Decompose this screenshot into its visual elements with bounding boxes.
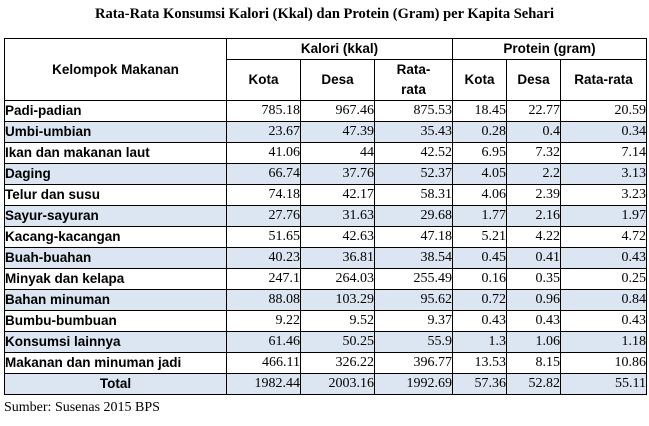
cell-p-desa: 2.16	[507, 206, 561, 227]
cell-k-rata: 396.77	[375, 353, 453, 374]
cell-p-kota: 0.16	[453, 269, 507, 290]
cell-p-rata: 0.43	[561, 311, 647, 332]
cell-k-kota: 41.06	[227, 143, 301, 164]
cell-k-kota: 785.18	[227, 101, 301, 122]
cell-p-kota: 4.06	[453, 185, 507, 206]
cell-p-rata: 0.25	[561, 269, 647, 290]
cell-p-kota: 57.36	[453, 374, 507, 395]
cell-k-kota: 23.67	[227, 122, 301, 143]
cell-k-desa: 50.25	[301, 332, 375, 353]
row-label: Minyak dan kelapa	[5, 269, 227, 290]
cell-p-desa: 22.77	[507, 101, 561, 122]
table-row	[5, 206, 647, 227]
header-protein-kota: Kota	[453, 60, 507, 101]
cell-p-desa: 2.2	[507, 164, 561, 185]
cell-p-rata: 3.13	[561, 164, 647, 185]
cell-p-kota: 0.72	[453, 290, 507, 311]
cell-p-desa: 0.41	[507, 248, 561, 269]
header-kalori: Kalori (kkal)	[227, 39, 453, 60]
cell-k-desa: 31.63	[301, 206, 375, 227]
cell-k-rata: 58.31	[375, 185, 453, 206]
cell-k-desa: 9.52	[301, 311, 375, 332]
row-label: Umbi-umbian	[5, 122, 227, 143]
cell-p-desa: 2.39	[507, 185, 561, 206]
header-kalori-rata-rata	[375, 60, 453, 101]
cell-k-rata: 29.68	[375, 206, 453, 227]
cell-k-kota: 61.46	[227, 332, 301, 353]
header-protein: Protein (gram)	[453, 39, 647, 60]
consumption-table	[4, 38, 647, 395]
table-title: Rata-Rata Konsumsi Kalori (Kkal) dan Protein (Gram) per Kapita Sehari	[94, 6, 555, 22]
cell-k-desa: 264.03	[301, 269, 375, 290]
cell-p-desa: 7.32	[507, 143, 561, 164]
cell-k-desa: 44	[301, 143, 375, 164]
table-row	[5, 290, 647, 311]
cell-p-desa: 8.15	[507, 353, 561, 374]
cell-p-desa: 4.22	[507, 227, 561, 248]
header-protein-desa: Desa	[507, 60, 561, 101]
cell-p-kota: 1.3	[453, 332, 507, 353]
table-row	[5, 185, 647, 206]
cell-p-desa: 1.06	[507, 332, 561, 353]
cell-p-rata: 4.72	[561, 227, 647, 248]
cell-k-desa: 37.76	[301, 164, 375, 185]
row-label: Bumbu-bumbuan	[5, 311, 227, 332]
cell-p-desa: 0.4	[507, 122, 561, 143]
cell-k-desa: 42.17	[301, 185, 375, 206]
table-row	[5, 311, 647, 332]
table-row	[5, 227, 647, 248]
table-row	[5, 101, 647, 122]
cell-p-kota: 1.77	[453, 206, 507, 227]
cell-p-kota: 5.21	[453, 227, 507, 248]
cell-k-desa: 967.46	[301, 101, 375, 122]
row-label: Konsumsi lainnya	[5, 332, 227, 353]
table-row	[5, 332, 647, 353]
cell-k-rata: 875.53	[375, 101, 453, 122]
cell-k-rata: 9.37	[375, 311, 453, 332]
cell-p-kota: 6.95	[453, 143, 507, 164]
cell-p-kota: 13.53	[453, 353, 507, 374]
cell-k-rata: 255.49	[375, 269, 453, 290]
cell-p-kota: 18.45	[453, 101, 507, 122]
cell-k-rata: 47.18	[375, 227, 453, 248]
cell-k-rata: 35.43	[375, 122, 453, 143]
row-label: Bahan minuman	[5, 290, 227, 311]
cell-p-rata: 10.86	[561, 353, 647, 374]
cell-p-rata: 55.11	[561, 374, 647, 395]
cell-k-desa: 42.63	[301, 227, 375, 248]
row-label: Ikan dan makanan laut	[5, 143, 227, 164]
table-row	[5, 143, 647, 164]
cell-k-kota: 466.11	[227, 353, 301, 374]
row-label: Daging	[5, 164, 227, 185]
row-label: Makanan dan minuman jadi	[5, 353, 227, 374]
cell-k-kota: 51.65	[227, 227, 301, 248]
cell-p-desa: 0.96	[507, 290, 561, 311]
row-label: Telur dan susu	[5, 185, 227, 206]
cell-p-rata: 1.97	[561, 206, 647, 227]
cell-p-rata: 20.59	[561, 101, 647, 122]
cell-k-desa: 326.22	[301, 353, 375, 374]
cell-k-kota: 40.23	[227, 248, 301, 269]
header-kalori-desa: Desa	[301, 60, 375, 101]
cell-k-kota: 27.76	[227, 206, 301, 227]
table-row	[5, 164, 647, 185]
row-label: Sayur-sayuran	[5, 206, 227, 227]
table-row	[5, 353, 647, 374]
header-protein-rata-rata: Rata-rata	[561, 60, 647, 101]
cell-k-desa: 47.39	[301, 122, 375, 143]
cell-p-kota: 0.45	[453, 248, 507, 269]
row-label: Padi-padian	[5, 101, 227, 122]
cell-p-rata: 0.84	[561, 290, 647, 311]
table-row	[5, 269, 647, 290]
table-row	[5, 122, 647, 143]
cell-p-rata: 1.18	[561, 332, 647, 353]
cell-k-kota: 9.22	[227, 311, 301, 332]
cell-k-kota: 74.18	[227, 185, 301, 206]
row-label: Kacang-kacangan	[5, 227, 227, 248]
cell-k-rata: 52.37	[375, 164, 453, 185]
cell-k-desa: 2003.16	[301, 374, 375, 395]
cell-k-desa: 103.29	[301, 290, 375, 311]
cell-p-rata: 7.14	[561, 143, 647, 164]
header-kalori-kota: Kota	[227, 60, 301, 101]
cell-k-rata: 95.62	[375, 290, 453, 311]
cell-k-rata: 38.54	[375, 248, 453, 269]
cell-p-kota: 0.43	[453, 311, 507, 332]
source-note: Sumber: Susenas 2015 BPS	[4, 400, 160, 415]
total-label: Total	[5, 374, 227, 395]
cell-p-rata: 3.23	[561, 185, 647, 206]
cell-k-desa: 36.81	[301, 248, 375, 269]
cell-p-rata: 0.34	[561, 122, 647, 143]
cell-p-kota: 4.05	[453, 164, 507, 185]
header-kelompok-makanan: Kelompok Makanan	[5, 39, 227, 101]
row-label: Buah-buahan	[5, 248, 227, 269]
cell-k-kota: 247.1	[227, 269, 301, 290]
cell-p-desa: 0.43	[507, 311, 561, 332]
cell-p-kota: 0.28	[453, 122, 507, 143]
header-rata-line2: rata	[401, 82, 426, 97]
cell-k-kota: 88.08	[227, 290, 301, 311]
cell-p-desa: 0.35	[507, 269, 561, 290]
cell-p-desa: 52.82	[507, 374, 561, 395]
cell-k-rata: 42.52	[375, 143, 453, 164]
cell-k-kota: 66.74	[227, 164, 301, 185]
header-rata-line1: Rata-	[396, 62, 431, 77]
cell-k-kota: 1982.44	[227, 374, 301, 395]
cell-k-rata: 55.9	[375, 332, 453, 353]
total-row	[5, 374, 647, 395]
table-row	[5, 248, 647, 269]
cell-k-rata: 1992.69	[375, 374, 453, 395]
cell-p-rata: 0.43	[561, 248, 647, 269]
